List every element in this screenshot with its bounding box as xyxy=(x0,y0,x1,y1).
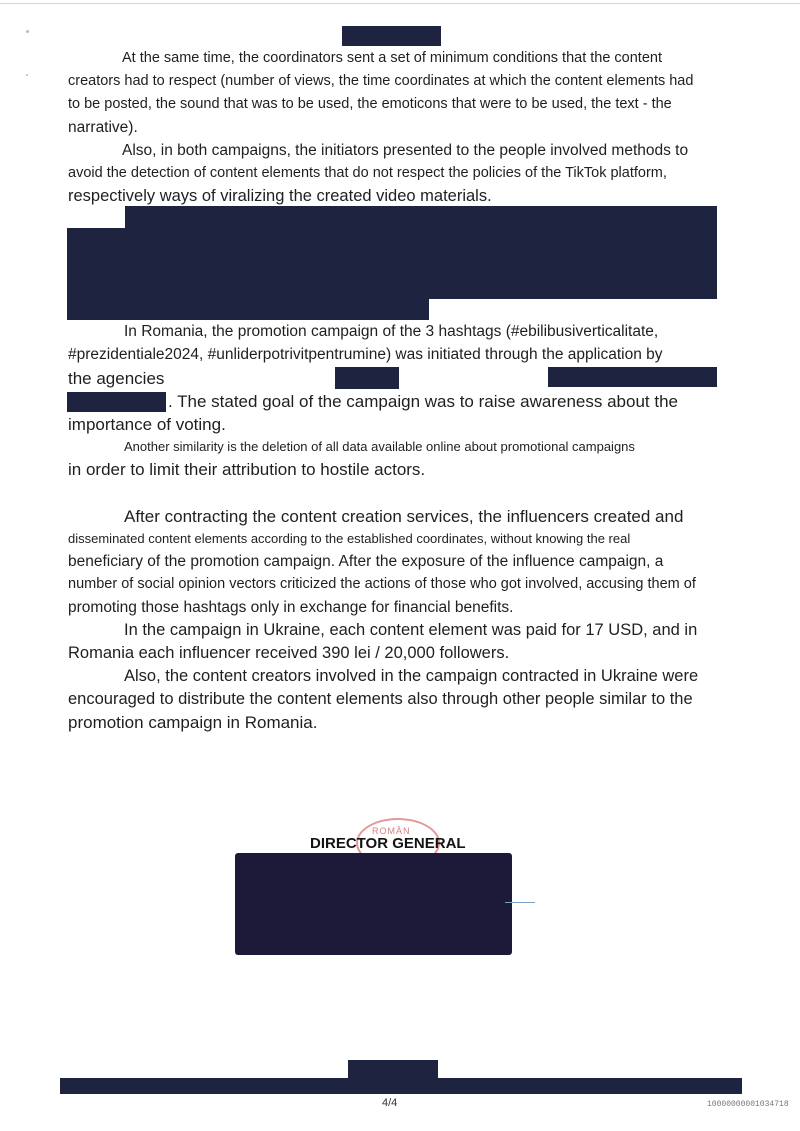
paragraph-4-line-1: Another similarity is the deletion of all data available online about promotional campaigns xyxy=(124,439,635,454)
paragraph-4-line-2: in order to limit their attribution to hostile actors. xyxy=(68,460,426,479)
redaction-agency-2 xyxy=(548,367,717,387)
paragraph-3-line-2: #prezidentiale2024, #unliderpotrivitpentrumine) was initiated through the application by xyxy=(68,346,663,363)
pen-stroke xyxy=(505,902,535,903)
scan-speck xyxy=(26,74,28,76)
paragraph-2-line-2: avoid the detection of content elements that do not respect the policies of the TikTok platform, xyxy=(68,165,667,181)
paragraph-6-line-1: In the campaign in Ukraine, each content element was paid for 17 USD, and in xyxy=(124,621,698,639)
document-id: 1000000000103471​8 xyxy=(707,1100,789,1109)
paragraph-7-line-2: encouraged to distribute the content elements also through other people similar to the xyxy=(68,690,693,708)
redaction-agency-1 xyxy=(335,367,399,389)
paragraph-6-line-2: Romania each influencer received 390 lei / 20,000 followers. xyxy=(68,644,510,662)
redaction-footer-top xyxy=(348,1060,438,1080)
paragraph-7-line-3: promotion campaign in Romania. xyxy=(68,713,318,732)
paragraph-2-line-3: respectively ways of viralizing the created video materials. xyxy=(68,187,492,205)
top-rule xyxy=(0,3,800,4)
paragraph-1-line-4: narrative). xyxy=(68,119,138,136)
paragraph-5-line-2: disseminated content elements according to the established coordinates, without knowing the real xyxy=(68,531,631,546)
redaction-footer-bar xyxy=(60,1078,742,1094)
paragraph-7-line-1: Also, the content creators involved in the campaign contracted in Ukraine were xyxy=(124,667,699,685)
scan-speck xyxy=(26,30,29,33)
paragraph-5-line-5: promoting those hashtags only in exchange for financial benefits. xyxy=(68,599,514,616)
signature-title: DIRECTOR GENERAL xyxy=(310,835,466,852)
paragraph-3-line-5: importance of voting. xyxy=(68,415,226,434)
redaction-block-large-lower xyxy=(67,228,429,320)
paragraph-3-line-1: In Romania, the promotion campaign of the 3 hashtags (#ebilibusiverticalitate, xyxy=(124,323,659,340)
paragraph-2-line-1: Also, in both campaigns, the initiators presented to the people involved methods to xyxy=(122,142,689,159)
page-number: 4/4 xyxy=(382,1097,398,1109)
paragraph-3-line-4: . The stated goal of the campaign was to raise awareness about the xyxy=(168,392,678,411)
paragraph-3-line-3: the agencies xyxy=(68,369,165,388)
redaction-signature xyxy=(235,853,512,955)
paragraph-5-line-3: beneficiary of the promotion campaign. After the exposure of the influence campaign, a xyxy=(68,553,664,570)
paragraph-5-line-4: number of social opinion vectors criticized the actions of those who got involved, accusing them of xyxy=(68,576,696,592)
paragraph-1-line-1: At the same time, the coordinators sent a set of minimum conditions that the content xyxy=(122,50,662,66)
paragraph-1-line-3: to be posted, the sound that was to be used, the emoticons that were to be used, the text - the xyxy=(68,96,672,112)
redaction-agency-3 xyxy=(67,392,166,412)
paragraph-1-line-2: creators had to respect (number of views, the time coordinates at which the content elements had xyxy=(68,73,694,89)
redaction-block xyxy=(342,26,441,46)
stamp-text: ROMÂN xyxy=(372,826,411,836)
paragraph-5-line-1: After contracting the content creation services, the influencers created and xyxy=(124,507,684,526)
